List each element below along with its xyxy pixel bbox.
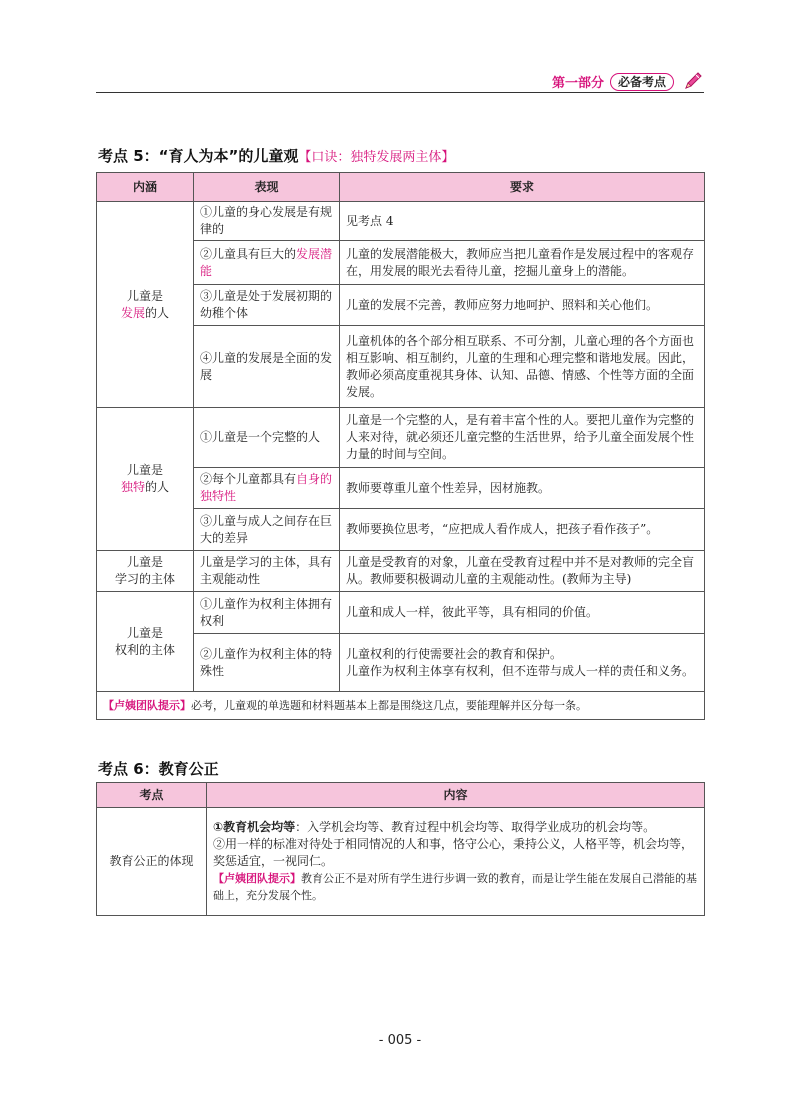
group-text: 儿童是 xyxy=(126,288,163,303)
page-number: - 005 - xyxy=(378,1033,422,1048)
requirement-cell: 儿童的发展不完善，教师应努力地呵护、照料和关心他们。 xyxy=(340,285,705,326)
group-cell-uniqueness xyxy=(97,408,194,551)
col-header: 要求 xyxy=(340,173,705,202)
header-labels xyxy=(552,72,674,91)
col-header: 表现 xyxy=(194,173,340,202)
content-text: ：入学机会均等、教育过程中机会均等、取得学业成功的机会均等。 xyxy=(295,820,656,834)
table-row xyxy=(97,551,705,592)
group-text: 儿童是 xyxy=(126,463,163,477)
tip-label: 【卢姨团队提示】 xyxy=(103,699,191,712)
section-6-title: 考点 6：教育公正 xyxy=(98,760,219,778)
group-cell-learning-subject xyxy=(97,551,194,592)
group-highlight: 独特 xyxy=(120,480,145,494)
expression-cell: ①儿童作为权利主体拥有权利 xyxy=(194,592,340,634)
group-cell-rights-subject xyxy=(97,592,194,692)
requirement-cell: 见考点 4 xyxy=(340,202,705,241)
col-header: 内涵 xyxy=(97,173,194,202)
section-5-mnemonic: 【口诀：独特发展两主体】 xyxy=(298,150,455,165)
group-highlight: 发展 xyxy=(120,305,145,320)
content-bold: ①教育机会均等 xyxy=(213,820,296,834)
col-header: 内容 xyxy=(207,783,705,808)
group-text: 的人 xyxy=(145,480,170,494)
table-header-row xyxy=(97,173,705,202)
pencil-icon xyxy=(682,70,704,92)
tip-text: 必考，儿童观的单选题和材料题基本上都是围绕这几点，要能理解并区分每一条。 xyxy=(191,699,587,712)
col-header: 考点 xyxy=(97,783,207,808)
expression-cell: ②儿童作为权利主体的特殊性 xyxy=(194,634,340,692)
expression-highlight: 发展潜能 xyxy=(200,246,333,278)
tip-text: 教育公正不是对所有学生进行步调一致的教育，而是让学生能在发展自己潜能的基础上，充分发展个性。 xyxy=(213,872,697,902)
education-equity-table xyxy=(96,782,705,916)
header-rule xyxy=(96,92,704,93)
table-row xyxy=(97,592,705,634)
requirement-cell: 儿童和成人一样，彼此平等，具有相同的价值。 xyxy=(340,592,705,634)
requirement-text: 儿童权利的行使需要社会的教育和保护。 xyxy=(346,646,563,661)
point-cell: 教育公正的体现 xyxy=(97,808,207,916)
child-view-table xyxy=(96,172,705,720)
group-cell-development xyxy=(97,202,194,408)
table-row xyxy=(97,408,705,468)
section-5-title xyxy=(98,145,454,166)
expression-text: ②儿童具有巨大的 xyxy=(200,246,297,261)
page-header xyxy=(96,72,704,92)
expression-highlight: 自身的独特性 xyxy=(200,472,333,503)
expression-cell xyxy=(194,468,340,509)
expression-cell: ③儿童与成人之间存在巨大的差异 xyxy=(194,509,340,551)
expression-cell: ④儿童的发展是全面的发展 xyxy=(194,326,340,408)
requirement-cell: 儿童是受教育的对象，儿童在受教育过程中并不是对教师的完全盲从。教师要积极调动儿童的主观能动性。(教师为主导) xyxy=(340,551,705,592)
expression-cell: ①儿童的身心发展是有规律的 xyxy=(194,202,340,241)
expression-cell xyxy=(194,241,340,285)
group-text: 学习的主体 xyxy=(114,572,175,586)
tip-row xyxy=(97,692,705,720)
requirement-text: 儿童作为权利主体享有权利，但不连带与成人一样的责任和义务。 xyxy=(346,663,695,678)
tip-cell xyxy=(97,692,705,720)
expression-text: ②每个儿童都具有 xyxy=(200,472,297,486)
group-text: 儿童是 xyxy=(126,625,163,640)
content-cell xyxy=(207,808,705,916)
content-text: ②用一样的标准对待处于相同情况的人和事，恪守公心，秉持公义，人格平等，机会均等，奖惩适宜，一视同仁。 xyxy=(213,837,694,868)
requirement-cell: 儿童的发展潜能极大，教师应当把儿童看作是发展过程中的客观存在，用发展的眼光去看待儿童，挖掘儿童身上的潜能。 xyxy=(340,241,705,285)
requirement-cell: 教师要尊重儿童个性差异，因材施教。 xyxy=(340,468,705,509)
header-part: 第一部分 xyxy=(551,76,604,91)
header-section: 必备考点 xyxy=(610,73,674,91)
requirement-cell: 儿童机体的各个部分相互联系、不可分割，儿童心理的各个方面也相互影响、相互制约，儿童的生理和心理完整和谐地发展。因此，教师必须高度重视其身体、认知、品德、情感、个性等方面的全面发展。 xyxy=(340,326,705,408)
group-text: 的人 xyxy=(145,305,170,320)
requirement-cell xyxy=(340,634,705,692)
group-text: 权利的主体 xyxy=(114,642,175,657)
requirement-cell: 教师要换位思考，“应把成人看作成人，把孩子看作孩子”。 xyxy=(340,509,705,551)
table-row xyxy=(97,808,705,916)
tip-label: 【卢姨团队提示】 xyxy=(213,872,301,885)
expression-cell: 儿童是学习的主体，具有主观能动性 xyxy=(194,551,340,592)
section-5-title-text: 考点 5：“育人为本”的儿童观 xyxy=(98,147,299,165)
group-text: 儿童是 xyxy=(126,555,163,569)
requirement-cell: 儿童是一个完整的人，是有着丰富个性的人。要把儿童作为完整的人来对待，就必须还儿童完整的生活世界，给予儿童全面发展个性力量的时间与空间。 xyxy=(340,408,705,468)
table-header-row xyxy=(97,783,705,808)
expression-cell: ①儿童是一个完整的人 xyxy=(194,408,340,468)
expression-cell: ③儿童是处于发展初期的幼稚个体 xyxy=(194,285,340,326)
table-row xyxy=(97,202,705,241)
